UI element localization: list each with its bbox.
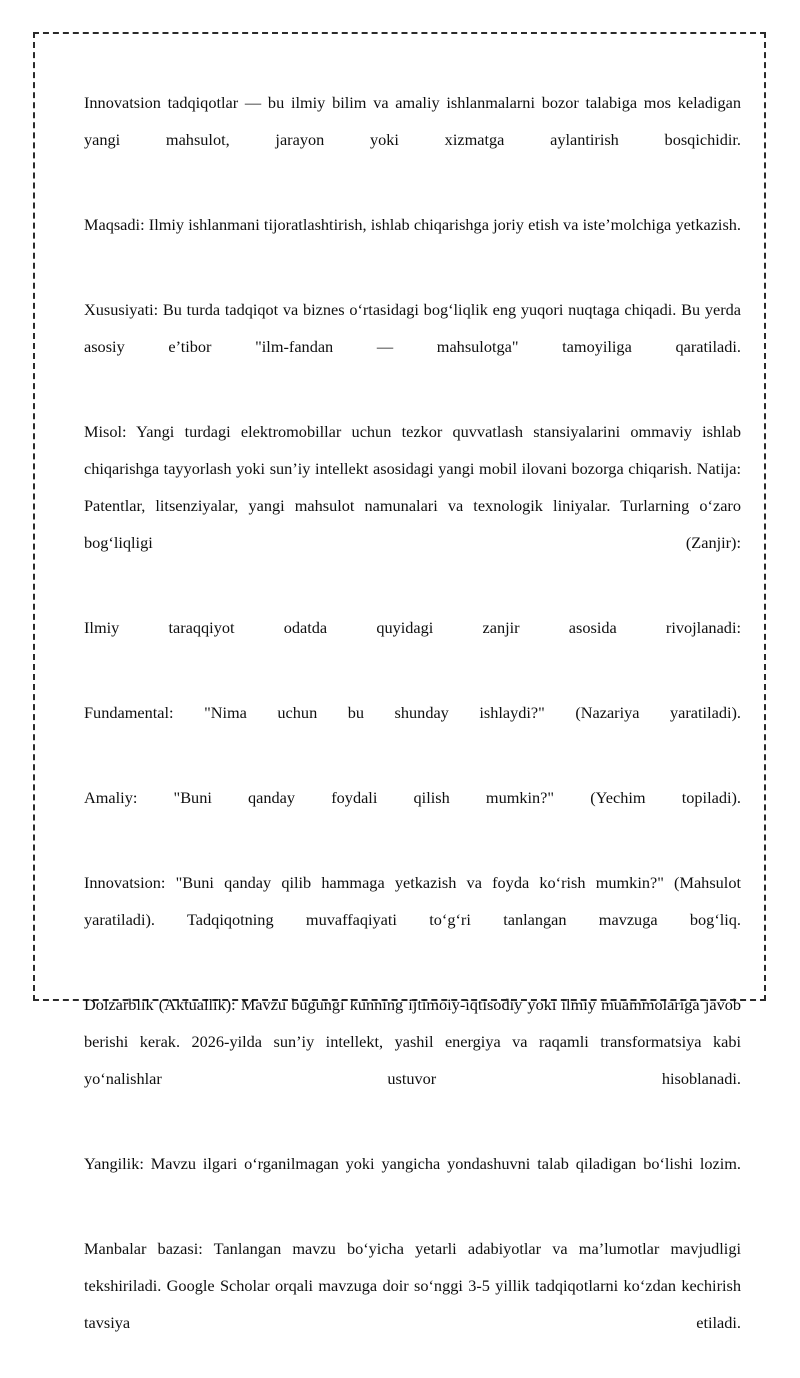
paragraph-manbalar: Manbalar bazasi: Tanlangan mavzu boʻyicha yetarli adabiyotlar va ma’lumotlar mavjudligi tekshiriladi. Google Scholar orqali mavzuga doir soʻnggi 3-5 yillik tadqiqotlarni koʻzdan kechirish tavsiya etiladi. xyxy=(84,1239,741,1332)
paragraph-ilmiy-taraqqiyot: Ilmiy taraqqiyot odatda quyidagi zanjir asosida rivojlanadi: xyxy=(84,618,741,637)
paragraph-innovatsion: Innovatsion: "Buni qanday qilib hammaga yetkazish va foyda koʻrish mumkin?" (Mahsulot yaratiladi). Tadqiqotning muvaffaqiyati toʻgʻri tanlangan mavzuga bogʻliq. xyxy=(84,873,741,929)
paragraph-fundamental: Fundamental: "Nima uchun bu shunday ishlaydi?" (Nazariya yaratiladi). xyxy=(84,703,741,722)
paragraph-amaliy: Amaliy: "Buni qanday foydali qilish mumkin?" (Yechim topiladi). xyxy=(84,788,741,807)
paragraph-dolzarblik: Dolzarblik (Aktuallik): Mavzu bugungi kunning ijtimoiy-iqtisodiy yoki ilmiy muammolariga javob berishi kerak. 2026-yilda sun’iy intellekt, yashil energiya va raqamli transformatsiya kabi yoʻnalishlar ustuvor hisoblanadi. xyxy=(84,995,741,1088)
paragraph-yangilik: Yangilik: Mavzu ilgari oʻrganilmagan yoki yangicha yondashuvni talab qiladigan boʻlishi lozim. xyxy=(84,1154,741,1173)
paragraph-xususiyati: Xususiyati: Bu turda tadqiqot va biznes oʻrtasidagi bogʻliqlik eng yuqori nuqtaga chiqadi. Bu yerda asosiy e’tibor "ilm-fandan — mahsulotga" tamoyiliga qaratiladi. xyxy=(84,300,741,356)
paragraph-misol: Misol: Yangi turdagi elektromobillar uchun tezkor quvvatlash stansiyalarini ommaviy ishlab chiqarishga tayyorlash yoki sun’iy intellekt asosidagi yangi mobil ilovani bozorga chiqarish. Natija: Patentlar, litsenziyalar, yangi mahsulot namunalari va texnologik liniyalar. Turlarning oʻzaro bogʻliqligi (Zanjir): xyxy=(84,422,741,552)
paragraph-definition: Innovatsion tadqiqotlar — bu ilmiy bilim va amaliy ishlanmalarni bozor talabiga mos keladigan yangi mahsulot, jarayon yoki xizmatga aylantirish bosqichidir. xyxy=(84,93,741,149)
document-body xyxy=(84,84,741,1378)
paragraph-maqsadi: Maqsadi: Ilmiy ishlanmani tijoratlashtirish, ishlab chiqarishga joriy etish va iste’molchiga yetkazish. xyxy=(84,215,741,234)
